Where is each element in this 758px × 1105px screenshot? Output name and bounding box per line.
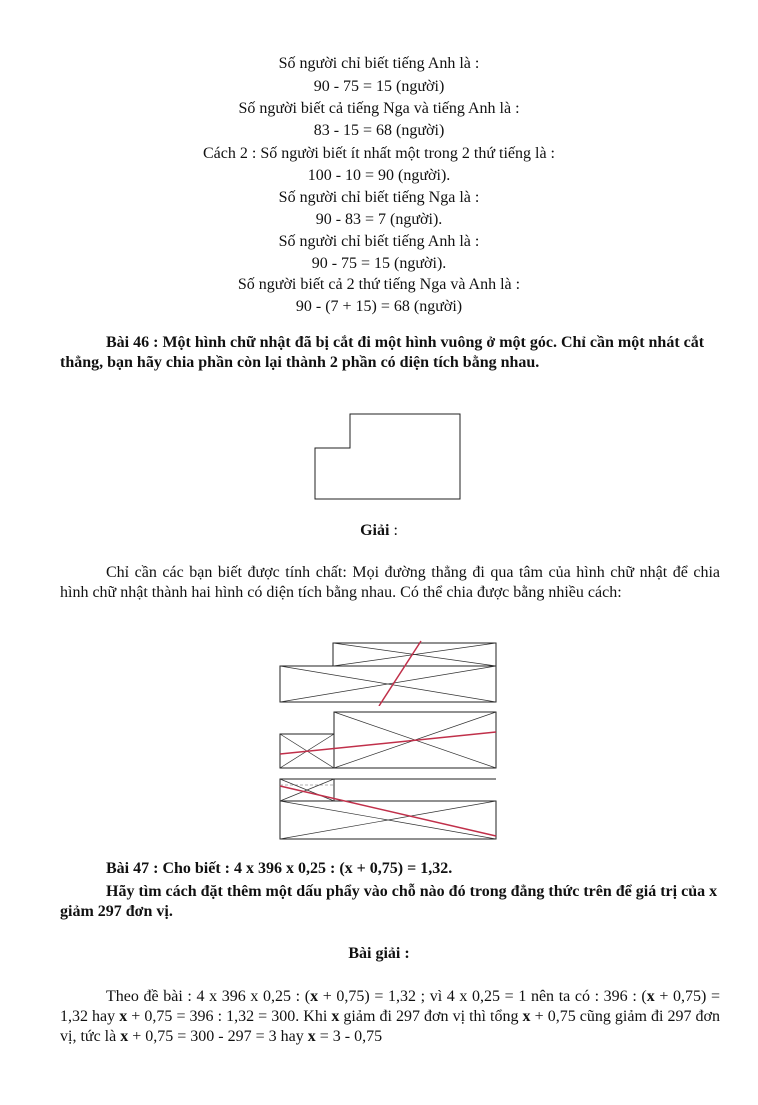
solution-line-1: Số người chỉ biết tiếng Anh là : — [278, 55, 480, 72]
cut-line — [379, 641, 421, 706]
sol-text-a: Theo đề bài : 4 x 396 x 0,25 : ( — [106, 988, 311, 1005]
l-shape-figure — [312, 410, 464, 502]
sol-text-g: + 0,75 = 300 - 297 = 3 hay — [128, 1028, 308, 1045]
solution-line-6: 100 - 10 = 90 (người). — [307, 167, 451, 184]
giai-colon: : — [389, 522, 398, 539]
l-shape-outline — [315, 414, 460, 499]
solution-line-9: Số người chỉ biết tiếng Anh là : — [278, 233, 480, 250]
sol-text-h: = 3 - 0,75 — [315, 1028, 383, 1045]
bai-giai-heading: Bài giải : — [348, 945, 410, 962]
var-x: x — [120, 1028, 129, 1045]
cut-line — [280, 786, 496, 836]
division-figure-2 — [278, 709, 500, 771]
var-x: x — [307, 1028, 316, 1045]
solution-line-2: 90 - 75 = 15 (người) — [313, 78, 445, 95]
var-x: x — [646, 988, 655, 1005]
division-figure-3 — [278, 776, 500, 842]
solution-line-10: 90 - 75 = 15 (người). — [311, 255, 447, 272]
solution-line-5: Cách 2 : Số người biết ít nhất một trong 2 thứ tiếng là : — [203, 145, 555, 162]
bai47-problem-line-1: Bài 47 : Cho biết : 4 x 396 x 0,25 : (x + 0,75) = 1,32. — [106, 860, 453, 877]
solution-line-11: Số người biết cả 2 thứ tiếng Nga và Anh là : — [237, 276, 521, 293]
var-x: x — [522, 1008, 531, 1025]
bai46-problem: Bài 46 : Một hình chữ nhật đã bị cắt đi một hình vuông ở một góc. Chỉ cần một nhát cắt thẳng, bạn hãy chia phần còn lại thành 2 phần có diện tích bằng nhau. — [60, 334, 705, 371]
giai-heading — [0, 521, 758, 541]
sol-text-d: + 0,75 = 396 : 1,32 = 300. Khi — [127, 1008, 332, 1025]
solution-line-8: 90 - 83 = 7 (người). — [315, 211, 443, 228]
bai46-explanation: Chỉ cần các bạn biết được tính chất: Mọi đường thẳng đi qua tâm của hình chữ nhật để chia hình chữ nhật thành hai hình có diện tích bằng nhau. Có thể chia được bằng nhiều cách: — [60, 564, 720, 601]
cut-line — [280, 732, 496, 754]
var-x: x — [331, 1008, 340, 1025]
var-x: x — [119, 1008, 128, 1025]
bai47-problem-line-2: Hãy tìm cách đặt thêm một dấu phẩy vào chỗ nào đó trong đẳng thức trên để giá trị của x giảm 297 đơn vị. — [60, 883, 718, 920]
solution-line-3: Số người biết cả tiếng Nga và tiếng Anh là : — [238, 100, 520, 117]
solution-line-4: 83 - 15 = 68 (người) — [313, 122, 445, 139]
solution-line-12: 90 - (7 + 15) = 68 (người) — [295, 298, 463, 315]
bai47-solution — [60, 987, 720, 1047]
sol-text-e: giảm đi 297 đơn vị thì tổng — [339, 1008, 523, 1025]
sol-text-b: + 0,75) = 1,32 ; vì 4 x 0,25 = 1 nên ta có : 396 : ( — [318, 988, 647, 1005]
solution-line-7: Số người chỉ biết tiếng Nga là : — [278, 189, 480, 206]
sol-text-f: + 0,75 cũng giảm đi 297 đơn vị, tức là — [60, 1008, 720, 1045]
sol-text-c: + 0,75) = 1,32 hay — [60, 988, 721, 1025]
var-x: x — [310, 988, 319, 1005]
giai-label: Giải — [360, 522, 390, 539]
division-figure-1 — [278, 640, 500, 706]
